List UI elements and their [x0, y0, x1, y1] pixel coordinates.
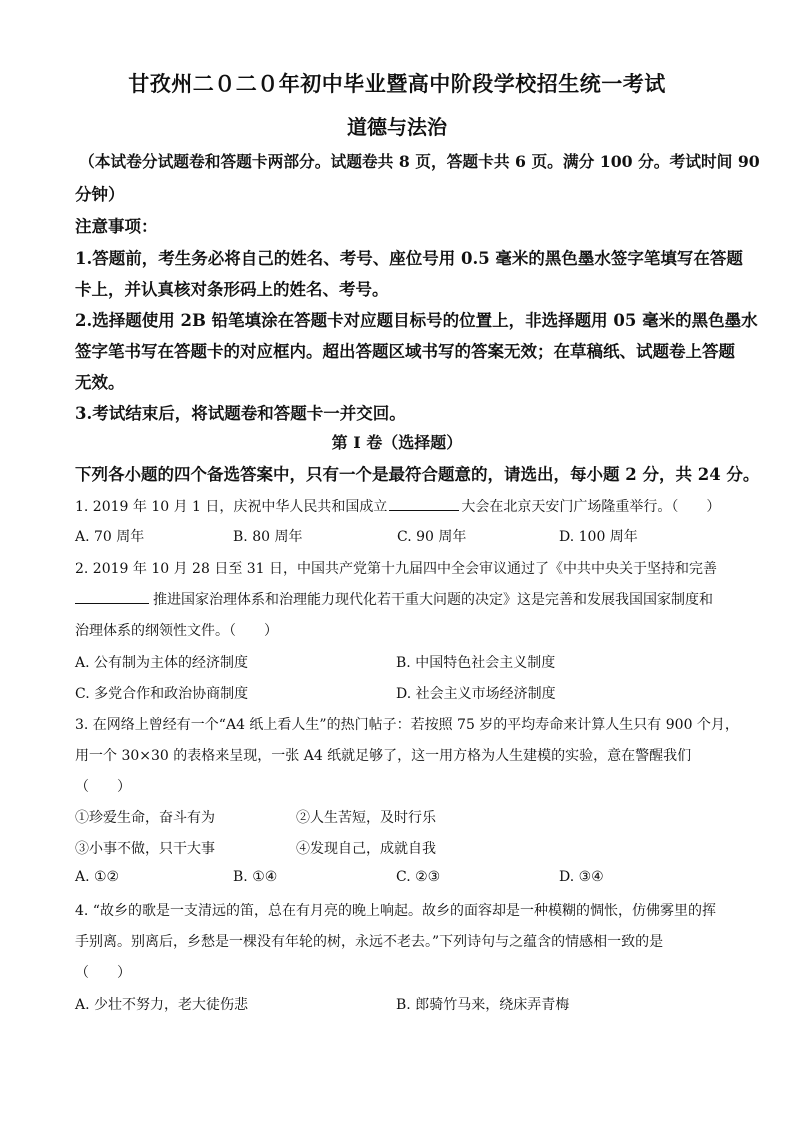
q3-option-b: B. ①④	[233, 869, 278, 885]
question-2-line-3: 治理体系的纲领性文件。（ ）	[75, 623, 278, 639]
note-2-line-1: 2.选择题使用 2B 铅笔填涂在答题卡对应题目标号的位置上，非选择题用 05 毫米的黑色墨水	[75, 311, 758, 330]
question-2-line-2	[75, 589, 713, 609]
question-2-line-1: 2. 2019 年 10 月 28 日至 31 日，中国共产党第十九届四中全会审议通过了《中共中央关于坚持和完善	[75, 561, 718, 577]
note-1-line-1: 1.答题前，考生务必将自己的姓名、考号、座位号用 0.5 毫米的黑色墨水签字笔填写在答题	[75, 249, 743, 268]
question-4-line-1: 4. “故乡的歌是一支清远的笛，总在有月亮的晚上响起。故乡的面容却是一种模糊的惆怅，仿佛雾里的挥	[75, 903, 716, 919]
q2-option-b: B. 中国特色社会主义制度	[396, 655, 556, 671]
question-4-line-3: （ ）	[75, 965, 131, 981]
question-3-line-3: （ ）	[75, 779, 131, 795]
subject-title: 道德与法治	[347, 115, 447, 139]
question-2-line-2-text: 推进国家治理体系和治理能力现代化若干重大问题的决定》这是完善和发展我国国家制度和	[153, 592, 713, 608]
intro-line-2: 分钟）	[75, 185, 125, 204]
q3-statement-3: ③小事不做，只干大事	[75, 841, 215, 857]
q4-option-a: A. 少壮不努力，老大徒伤悲	[75, 997, 249, 1013]
q3-statement-4: ④发现自己，成就自我	[296, 841, 436, 857]
note-2-line-2: 签字笔书写在答题卡的对应框内。超出答题区域书写的答案无效；在草稿纸、试题卷上答题	[75, 342, 735, 361]
q4-option-b: B. 郎骑竹马来，绕床弄青梅	[396, 997, 570, 1013]
q2-option-d: D. 社会主义市场经济制度	[396, 686, 556, 702]
question-1-text-post: 大会在北京天安门广场隆重举行。（ ）	[461, 499, 721, 515]
question-4-line-2: 手别离。别离后，乡愁是一棵没有年轮的树，永远不老去。”下列诗句与之蕴含的情感相一致的是	[75, 934, 664, 950]
q3-statement-1: ①珍爱生命，奋斗有为	[75, 810, 215, 826]
q2-option-a: A. 公有制为主体的经济制度	[75, 655, 249, 671]
question-1-text-pre: 1. 2019 年 10 月 1 日，庆祝中华人民共和国成立	[75, 499, 388, 515]
note-1-line-2: 卡上，并认真核对条形码上的姓名、考号。	[75, 280, 389, 299]
section-title: 第 I 卷（选择题）	[331, 433, 463, 452]
section-instruction: 下列各小题的四个备选答案中，只有一个是最符合题意的，请选出，每小题 2 分，共 24 分。	[75, 465, 760, 484]
q1-option-c: C. 90 周年	[397, 529, 467, 545]
exam-title: 甘孜州二０二０年初中毕业暨高中阶段学校招生统一考试	[128, 71, 666, 96]
question-3-line-2: 用一个 30×30 的表格来呈现，一张 A4 纸就足够了，这一用方格为人生建模的实验，意在警醒我们	[75, 748, 692, 764]
q1-option-b: B. 80 周年	[233, 529, 303, 545]
intro-line-1: （本试卷分试题卷和答题卡两部分。试题卷共 8 页，答题卡共 6 页。满分 100 分。考试时间 90	[79, 152, 760, 171]
q3-statement-2: ②人生苦短，及时行乐	[296, 810, 436, 826]
answer-blank	[389, 509, 459, 511]
answer-blank	[75, 602, 149, 604]
q3-option-a: A. ①②	[75, 869, 120, 885]
q2-option-c: C. 多党合作和政治协商制度	[75, 686, 249, 702]
q3-option-d: D. ③④	[559, 869, 604, 885]
q1-option-d: D. 100 周年	[559, 529, 638, 545]
question-1	[75, 496, 720, 516]
q3-option-c: C. ②③	[396, 869, 441, 885]
note-2-line-3: 无效。	[75, 373, 125, 392]
q1-option-a: A. 70 周年	[75, 529, 145, 545]
notes-heading: 注意事项：	[75, 217, 158, 236]
note-3: 3.考试结束后，将试题卷和答题卡一并交回。	[75, 404, 406, 423]
question-3-line-1: 3. 在网络上曾经有一个“A4 纸上看人生”的热门帖子：若按照 75 岁的平均寿命来计算人生只有 900 个月，	[75, 717, 739, 733]
